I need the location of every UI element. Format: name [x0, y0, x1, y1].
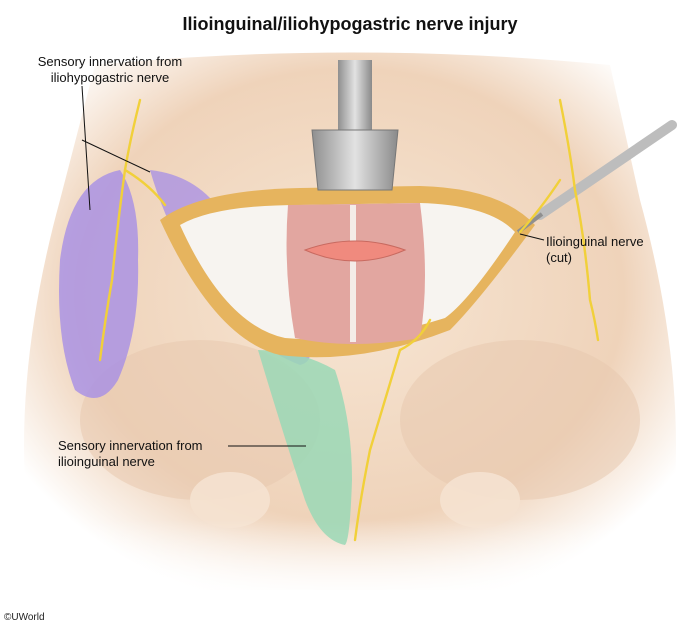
diagram-title: Ilioinguinal/iliohypogastric nerve injury: [182, 14, 518, 34]
retractor-blade: [312, 130, 398, 190]
left-obturator-shadow: [190, 472, 270, 528]
right-obturator-shadow: [440, 472, 520, 528]
label-ilioinguinal-line1: Sensory innervation from: [58, 438, 203, 453]
label-ilioinguinal-line2: ilioinguinal nerve: [58, 454, 155, 469]
label-cut-line1: Ilioinguinal nerve: [546, 234, 644, 249]
label-iliohypogastric-line2: iliohypogastric nerve: [50, 70, 170, 85]
label-ilioinguinal: [58, 438, 203, 470]
label-ilioinguinal-cut: [546, 234, 644, 266]
label-iliohypogastric: [12, 54, 208, 86]
label-cut-line2: (cut): [546, 250, 572, 265]
label-iliohypogastric-line1: Sensory innervation from: [37, 54, 183, 69]
copyright: ©UWorld: [4, 612, 45, 623]
right-iliac-shadow: [400, 340, 640, 500]
